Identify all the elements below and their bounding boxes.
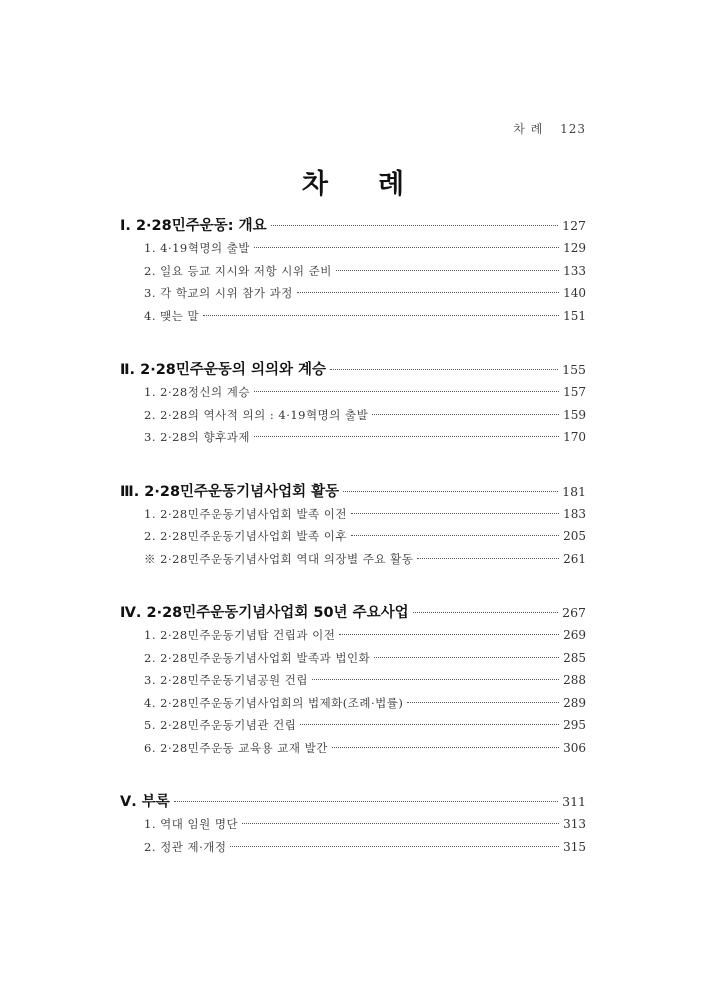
- dot-leader: [271, 225, 559, 226]
- toc-item-label: 4. 맺는 말: [144, 308, 200, 323]
- toc-item-label: 1. 역대 임원 명단: [144, 817, 239, 831]
- toc-chapter: [120, 601, 586, 627]
- dot-leader: [230, 846, 559, 847]
- running-head-label: 차 례: [513, 122, 544, 136]
- toc-item: [120, 627, 586, 650]
- toc-item-page-number: 306: [563, 740, 586, 755]
- toc-item: [120, 308, 586, 331]
- toc-item: [120, 839, 586, 862]
- dot-leader: [407, 702, 559, 703]
- toc-item-label: 1. 2·28민주운동기념탑 건립과 이전: [144, 628, 336, 642]
- toc-item: [120, 506, 586, 529]
- toc-item-label: ※ 2·28민주운동기념사업회 역대 의장별 주요 활동: [144, 551, 414, 566]
- toc-item-label: 3. 2·28민주운동기념공원 건립: [144, 673, 308, 687]
- toc-item-label: 1. 2·28정신의 계승: [144, 385, 250, 399]
- toc-item-page-number: 183: [563, 506, 586, 521]
- toc-chapter: [120, 214, 586, 240]
- toc-item-label: 6. 2·28민주운동 교육용 교재 발간: [144, 740, 328, 755]
- toc-item-label: 4. 2·28민주운동기념사업회의 법제화(조례·법률): [144, 695, 404, 710]
- toc-chapter-label: Ⅱ. 2·28민주운동의 의의와 계승: [120, 362, 327, 378]
- toc-chapter: [120, 790, 586, 816]
- toc-item-page-number: 151: [563, 308, 586, 323]
- dot-leader: [372, 414, 559, 415]
- toc-item-page-number: 315: [563, 839, 586, 854]
- toc-item: [120, 717, 586, 740]
- toc-item: [120, 816, 586, 839]
- toc-chapter-label: Ⅰ. 2·28민주운동: 개요: [120, 218, 267, 234]
- toc-chapter-page-number: 311: [562, 794, 586, 809]
- toc-chapter-label: Ⅴ. 부록: [120, 794, 170, 810]
- toc-item: [120, 740, 586, 763]
- toc-item-page-number: 261: [563, 551, 586, 566]
- toc-item-label: 3. 2·28의 향후과제: [144, 430, 250, 444]
- dot-leader: [330, 369, 558, 370]
- toc-item-label: 3. 각 학교의 시위 참가 과정: [144, 286, 293, 300]
- toc-chapter-label: Ⅲ. 2·28민주운동기념사업회 활동: [120, 483, 340, 500]
- toc-item-page-number: 159: [563, 407, 586, 422]
- toc-item: [120, 528, 586, 551]
- toc-item: [120, 384, 586, 407]
- toc-item: [120, 551, 586, 574]
- dot-leader: [339, 634, 559, 635]
- toc-item-page-number: 288: [563, 673, 586, 687]
- toc-item-label: 2. 정관 제·개정: [144, 839, 227, 854]
- toc-item: [120, 285, 586, 308]
- toc-item: [120, 429, 586, 452]
- toc-item-page-number: 295: [563, 718, 586, 732]
- toc-item-label: 2. 일요 등교 지시와 저항 시위 준비: [144, 263, 332, 278]
- toc-item-page-number: 205: [563, 529, 586, 543]
- toc-item: [120, 407, 586, 430]
- toc-item-page-number: 140: [563, 286, 586, 300]
- toc-chapter-label: Ⅳ. 2·28민주운동기념사업회 50년 주요사업: [120, 605, 409, 621]
- dot-leader: [413, 612, 559, 613]
- dot-leader: [312, 679, 559, 680]
- toc-item-page-number: 157: [563, 385, 586, 399]
- toc-item-label: 1. 4·19혁명의 출발: [144, 241, 250, 255]
- dot-leader: [374, 657, 559, 658]
- dot-leader: [254, 391, 559, 392]
- toc-item-label: 1. 2·28민주운동기념사업회 발족 이전: [144, 506, 347, 521]
- toc-section: [120, 790, 586, 861]
- toc-item: [120, 240, 586, 263]
- toc-item-label: 2. 2·28민주운동기념사업회 발족 이후: [144, 529, 347, 543]
- toc-item-page-number: 129: [563, 241, 586, 255]
- dot-leader: [174, 801, 558, 802]
- page-title: 차례: [301, 169, 455, 200]
- dot-leader: [254, 247, 559, 248]
- dot-leader: [203, 315, 559, 316]
- toc-section: [120, 480, 586, 574]
- dot-leader: [417, 558, 559, 559]
- toc-section: [120, 601, 586, 762]
- dot-leader: [336, 270, 559, 271]
- running-head: [501, 120, 586, 137]
- toc-chapter-page-number: 267: [562, 605, 586, 620]
- toc-item: [120, 695, 586, 718]
- toc-item-page-number: 289: [563, 695, 586, 710]
- running-head-page-number: 123: [560, 122, 586, 136]
- dot-leader: [300, 724, 559, 725]
- toc-item-page-number: 170: [563, 430, 586, 444]
- dot-leader: [351, 513, 559, 514]
- toc-item-label: 5. 2·28민주운동기념관 건립: [144, 718, 297, 732]
- dot-leader: [343, 491, 558, 492]
- toc-item: [120, 672, 586, 695]
- toc-chapter-page-number: 155: [562, 362, 586, 377]
- toc-chapter-page-number: 181: [562, 483, 586, 499]
- toc-section: [120, 358, 586, 452]
- toc-item: [120, 263, 586, 286]
- toc-item-page-number: 285: [563, 650, 586, 665]
- toc-item-label: 2. 2·28민주운동기념사업회 발족과 법인화: [144, 650, 371, 665]
- toc-chapter: [120, 358, 586, 384]
- table-of-contents: [120, 214, 586, 889]
- toc-chapter-page-number: 127: [562, 218, 586, 233]
- dot-leader: [242, 823, 559, 824]
- dot-leader: [332, 747, 559, 748]
- toc-item-page-number: 133: [563, 263, 586, 278]
- toc-section: [120, 214, 586, 330]
- dot-leader: [351, 535, 559, 536]
- toc-item-label: 2. 2·28의 역사적 의의 : 4·19혁명의 출발: [144, 407, 369, 422]
- toc-item-page-number: 313: [563, 817, 586, 831]
- toc-item-page-number: 269: [563, 628, 586, 642]
- dot-leader: [254, 436, 559, 437]
- dot-leader: [297, 292, 559, 293]
- toc-chapter: [120, 480, 586, 506]
- toc-item: [120, 650, 586, 673]
